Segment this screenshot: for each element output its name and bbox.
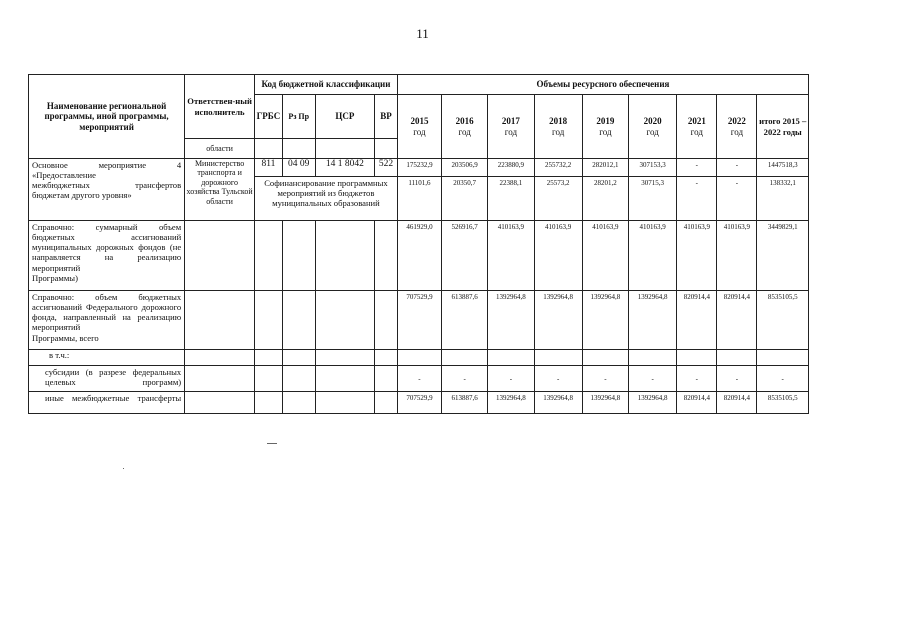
ref2-value-total: 8535105,5 bbox=[757, 291, 809, 350]
subsidies-value-2015: - bbox=[397, 366, 441, 392]
ref1-value-2021: 410163,9 bbox=[677, 221, 717, 291]
main-value-2022: - bbox=[717, 159, 757, 177]
subsidies-value-2017: - bbox=[488, 366, 534, 392]
subsidies-value-2019: - bbox=[582, 366, 628, 392]
header-total: итого 2015 – 2022 годы bbox=[757, 95, 809, 159]
header-year-2017: 2017 год bbox=[488, 95, 534, 159]
main-value-2018: 255732,2 bbox=[534, 159, 582, 177]
cofin-label: Софинансирование программных мероприятий из бюджетов муниципальных образований bbox=[255, 177, 398, 221]
ref1-value-2017: 410163,9 bbox=[488, 221, 534, 291]
ref1-value-total: 3449829,1 bbox=[757, 221, 809, 291]
subsidies-value-2020: - bbox=[629, 366, 677, 392]
including-label: в т.ч.: bbox=[29, 350, 185, 366]
other-value-2017: 1392964,8 bbox=[488, 392, 534, 414]
ref2-value-2015: 707529,9 bbox=[397, 291, 441, 350]
other-value-2019: 1392964,8 bbox=[582, 392, 628, 414]
cofin-value-total: 138332,1 bbox=[757, 177, 809, 221]
scan-mark bbox=[267, 443, 277, 444]
cofin-value-2017: 22388,1 bbox=[488, 177, 534, 221]
header-year-2019: 2019 год bbox=[582, 95, 628, 159]
ref1-value-2018: 410163,9 bbox=[534, 221, 582, 291]
cofin-value-2016: 20350,7 bbox=[442, 177, 488, 221]
main-value-2017: 223880,9 bbox=[488, 159, 534, 177]
ref1-value-2022: 410163,9 bbox=[717, 221, 757, 291]
table-row-other bbox=[29, 392, 809, 414]
main-csr: 14 1 8042 bbox=[315, 159, 375, 177]
ref2-value-2016: 613887,6 bbox=[442, 291, 488, 350]
header-rzpr: Рз Пр bbox=[282, 95, 315, 139]
ref1-value-2015: 461929,0 bbox=[397, 221, 441, 291]
ref2-value-2022: 820914,4 bbox=[717, 291, 757, 350]
header-year-2021: 2021 год bbox=[677, 95, 717, 159]
other-value-2020: 1392964,8 bbox=[629, 392, 677, 414]
header-executor-bottom: области bbox=[185, 139, 255, 159]
main-name: Основное мероприятие 4 «Предоставление межбюджетных трансфертов бюджетам другого уровня» bbox=[29, 159, 185, 221]
cofin-value-2020: 30715,3 bbox=[629, 177, 677, 221]
main-value-2015: 175232,9 bbox=[397, 159, 441, 177]
main-grbs: 811 bbox=[255, 159, 283, 177]
main-rzpr: 04 09 bbox=[282, 159, 315, 177]
ref1-value-2020: 410163,9 bbox=[629, 221, 677, 291]
subsidies-value-2022: - bbox=[717, 366, 757, 392]
cofin-value-2019: 28201,2 bbox=[582, 177, 628, 221]
cofin-value-2015: 11101,6 bbox=[397, 177, 441, 221]
header-year-2020: 2020 год bbox=[629, 95, 677, 159]
subsidies-value-2016: - bbox=[442, 366, 488, 392]
header-volume-group: Объемы ресурсного обеспечения bbox=[397, 75, 808, 95]
table-row-including bbox=[29, 350, 809, 366]
table-row-main bbox=[29, 159, 809, 177]
header-csr: ЦСР bbox=[315, 95, 375, 139]
resource-table bbox=[28, 74, 809, 414]
ref2-value-2018: 1392964,8 bbox=[534, 291, 582, 350]
header-vr: ВР bbox=[375, 95, 398, 139]
subsidies-value-total: - bbox=[757, 366, 809, 392]
main-value-2016: 203506,9 bbox=[442, 159, 488, 177]
page-number: 11 bbox=[416, 26, 429, 41]
header-year-2016: 2016 год bbox=[442, 95, 488, 159]
header-name: Наименование региональной программы, иной программы, мероприятий bbox=[29, 75, 185, 159]
other-value-2021: 820914,4 bbox=[677, 392, 717, 414]
cofin-value-2018: 25573,2 bbox=[534, 177, 582, 221]
table-row-ref1 bbox=[29, 221, 809, 291]
subsidies-value-2018: - bbox=[534, 366, 582, 392]
subsidies-name: субсидии (в разрезе федеральных целевых программ) bbox=[29, 366, 185, 392]
ref2-value-2021: 820914,4 bbox=[677, 291, 717, 350]
other-value-total: 8535105,5 bbox=[757, 392, 809, 414]
other-value-2018: 1392964,8 bbox=[534, 392, 582, 414]
main-executor: Министерство транспорта и дорожного хозяйства Тульской области bbox=[185, 159, 255, 221]
ref1-value-2016: 526916,7 bbox=[442, 221, 488, 291]
subsidies-value-2021: - bbox=[677, 366, 717, 392]
ref2-value-2020: 1392964,8 bbox=[629, 291, 677, 350]
ref2-name: Справочно: объем бюджетных ассигнований Федерального дорожного фонда, направленный на реализацию мероприятий Программы, всего bbox=[29, 291, 185, 350]
table-row-ref2 bbox=[29, 291, 809, 350]
table-row-subsidies bbox=[29, 366, 809, 392]
cofin-value-2021: - bbox=[677, 177, 717, 221]
main-value-total: 1447518,3 bbox=[757, 159, 809, 177]
ref2-value-2019: 1392964,8 bbox=[582, 291, 628, 350]
other-value-2015: 707529,9 bbox=[397, 392, 441, 414]
header-year-2022: 2022 год bbox=[717, 95, 757, 159]
main-vr: 522 bbox=[375, 159, 398, 177]
header-grbs: ГРБС bbox=[255, 95, 283, 139]
ref1-value-2019: 410163,9 bbox=[582, 221, 628, 291]
main-value-2019: 282012,1 bbox=[582, 159, 628, 177]
header-code-group: Код бюджетной классификации bbox=[255, 75, 398, 95]
other-name: иные межбюджетные трансферты bbox=[29, 392, 185, 414]
main-value-2020: 307153,3 bbox=[629, 159, 677, 177]
header-year-2018: 2018 год bbox=[534, 95, 582, 159]
scan-mark bbox=[123, 468, 124, 469]
other-value-2022: 820914,4 bbox=[717, 392, 757, 414]
main-value-2021: - bbox=[677, 159, 717, 177]
other-value-2016: 613887,6 bbox=[442, 392, 488, 414]
header-executor: Ответствен-ный исполнитель bbox=[185, 75, 255, 139]
header-year-2015: 2015 год bbox=[397, 95, 441, 159]
cofin-value-2022: - bbox=[717, 177, 757, 221]
ref1-name: Справочно: суммарный объем бюджетных ассигнований муниципальных дорожных фондов (не направляется на реализацию мероприятий Программы) bbox=[29, 221, 185, 291]
ref2-value-2017: 1392964,8 bbox=[488, 291, 534, 350]
